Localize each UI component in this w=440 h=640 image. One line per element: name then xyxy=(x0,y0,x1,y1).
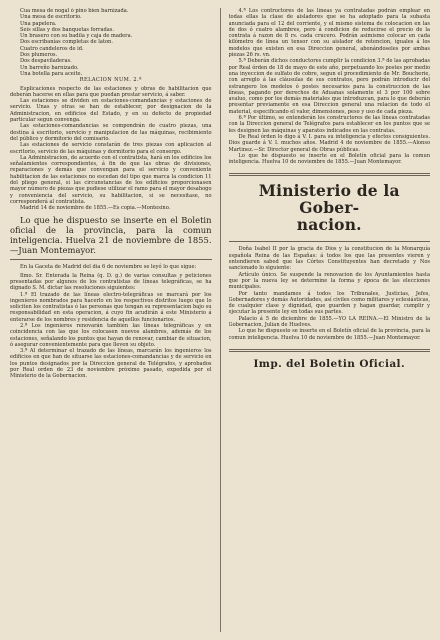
right-column xyxy=(229,8,431,632)
relacion-paragraph: Las estaciones se dividen en estaciones-comandancias y estaciones de servicio. Unas y otras se han de establecer, por designacion de la Administracion, en edificios del Estado, y en su defecto de propiedad particular segun convenga. xyxy=(10,98,212,124)
footer-double-rule xyxy=(229,349,431,352)
lead-notice: Lo que he dispuesto se inserte en el Boletin oficial de la provincia, para la comun inteligencia. Huelva 21 de noviembre de 1855.—Juan Montemayor. xyxy=(10,214,212,256)
list-item: Dos despaviladeras. xyxy=(20,58,72,65)
section-rule xyxy=(10,259,212,260)
notice-paragraph: Lo que he dispuesto se inserte en el Boletín oficial de la provincia, para la comun inteligencia. Huelva 10 de noviembre de 1855.—Juan Montemayor. xyxy=(228,328,431,341)
section-rule xyxy=(229,241,431,242)
ministerio-heading-line: nacion. xyxy=(296,215,362,235)
printer-imprint: Imp. del Boletin Oficial. xyxy=(253,357,405,370)
list-item: Dos escribanías completas de laton. xyxy=(20,39,113,46)
decree-paragraph: Por tanto mandamos á todos los Tribunales, Justicias, Jefes, Gobernadores y demás Autoridades, así civiles como militares y eclesiásticas, de cualquier clase y dignidad, que guarden y hagan guardar, cumplir y ejecutar la presente ley en todas sus partes. xyxy=(228,290,431,316)
relacion-paragraph: Las estaciones-comandancias se compondrán de cuatro piezas, una destina á escritorio, servicio y manipulacion de las máquinas, recibimiento del público y dormitorio del comisario. xyxy=(10,123,212,142)
list-item: Un brasero con su badila y caja de madera. xyxy=(20,33,133,40)
ministerio-heading xyxy=(229,182,431,233)
relacion-paragraph: La Administracion, de acuerdo con el contratista, hará en los edificios los señalamientos correspondientes, á fin de que las obras de divisiones, reparaciones y demás que convengan para el servicio y conveniente habilitacion de las estaciones no escedan del tipo que marca la condicion 11 del pliego general, si las circunstancias de los edificios proporcionasen mayor número de piezas que pudiese utilizar el ramo para el mayor desahogo y conveniencia del servicio, su habilitacion, si se necesitase, no corresponderá al contratista. xyxy=(10,154,212,205)
orden-paragraph: Ilmo. Sr. Enterada la Reina (q. D. g.) de varias consultas y peticiones presentadas por algunos de los contratistas de líneas telegráficas, se ha dignado S. M. dictar las resoluciones siguientes: xyxy=(10,272,212,292)
relacion-title: RELACION NUM. 2.ª xyxy=(79,77,142,84)
list-item: Cua mesa de nogal ó pino bien barnizada. xyxy=(20,8,129,14)
list-item: Dos plumeros. xyxy=(20,52,58,59)
notice-paragraph: Lo que he dispuesto se inserte en el Boletín oficial para la comun inteligencia. Huelva 10 de noviembre de 1855.—Juan Montemayor. xyxy=(228,152,431,166)
two-column-layout xyxy=(10,8,430,632)
decree-paragraph: Doña Isabel II por la gracia de Dios y la constitucion de la Monarquía española Reina de las Españas: á todos los que las presentes vieren y entendieren sabed que las Córtes Constituyentes han decretado y Nos sancionado lo siguiente: xyxy=(228,246,431,272)
list-item: Una botella para aceite. xyxy=(20,70,83,77)
orden-paragraph: 4.ª Los contructores de las líneas ya contratadas podrán emplear en todas ellas la clase de aisladores que se ha adoptado para la subasta anunciada para el 12 del corriente, y el mismo sistema de colocacion en las de dos ó cuatro alambres, pero á condicion de reducirse el precio de la contrata á razon de 8 rs. cada crucero. Podrán asimismo colocar en cada kilómetro de línea un tensor con su aislador de retencion, iguales á los modelos que existen en esa Direccion general, abonándoseles por ambas piezas 26 rs. vn. xyxy=(228,8,431,59)
list-item: Un barreño barnizado. xyxy=(20,64,79,71)
relacion-paragraph: Esplicaciones respecto de las estaciones y obras de habilitacion que deberán hacerse en ellas para que puedan prestar servicio, á saber. xyxy=(10,85,212,98)
orden-signature: De Real órden lo digo á V. I. para su inteligencia y efectos consiguientes. Dios guarde á V. I. muchos años. Madrid 4 de noviembre de 1855.—Alonso Martinez.—Sr. Director general de Obras públicas. xyxy=(228,133,431,153)
left-column xyxy=(10,8,212,632)
orden-paragraph: 3.ª Al determinar el trazado de las líneas, marcarán los ingenieros los edificios en que han de situarse las estaciones-comandancias y de servicio en los puntos designados por la Direccion general de Telégrafos, y aprobados por Real orden de 23 de noviembre próximo pasado, expedida por el Ministerio de la Gobernacion. xyxy=(10,348,212,380)
section-double-rule xyxy=(229,173,431,176)
furniture-list xyxy=(10,8,212,77)
relacion-paragraph: Las estaciones de servicio constarán de tres piezas con aplicacion al escritorio, servicio de las máquinas y dormitorio para el consergo. xyxy=(10,142,212,155)
list-item: Una papelera. xyxy=(20,20,57,27)
orden-paragraph: 2.ª Los ingenieros renovarán también las líneas telegráficas y en coincidencia con las que los colocasen nuevos alambres, además de los estaciones, señalando los puntos que hayan de renovar, cambiar de situacion, ó asegurar convenientemente para que lleven su objeto. xyxy=(10,322,212,348)
orden-paragraph: 6.ª Por último, se entenderán los constructores de las líneas contratadas con la Direccion general de Telégrafos para establecer en los puntos que se les designen las máquinas y aparatos indicados en las contratas. xyxy=(228,115,431,134)
list-item: Una mesa de escritorio. xyxy=(20,14,82,21)
column-divider xyxy=(220,8,221,632)
relacion-signature: Madrid 14 de noviembre de 1855.—Es copia.—Montesino. xyxy=(20,205,171,212)
gaceta-intro: En la Gaceta de Madrid del dia 6 de noviembre se leyó lo que sigue: xyxy=(20,264,197,271)
decree-paragraph: Artículo único. Se suspende la renovacion de los Ayuntamientos hasta que por la nueva ley se determine la forma y época de las elecciones municipales. xyxy=(228,271,431,291)
orden-paragraph: 5.ª Deberán dichos conductores cumplir la condicion 3.ª de las aprobadas por Real órden de 18 de mayo de este año, perpetuando los postes por medio una inyeccion de sulfato de cobre, segun el procedimiento de Mr. Boucherie, con arreglo á las cláusulas de sus contratos, pero podrán introducir del estrangero los modelos ó postes necesarios para la construccion de las líneas, pagando por derechos de Aduanas solamente el 3 por 100 sobre avaluo, como por los demás materiales que introduzcan, para lo que deberán presentar previamente en esa Direccion general una relacion de todo el material, especificando el valor, dimensiones, peso y uso de cada pieza. xyxy=(228,58,431,115)
list-item: Cuatro candeleros de id. xyxy=(20,45,84,52)
orden-paragraph: 1.ª El trazado de las líneas electro-telegráficas se marcará por los ingenieros nombrados para hacerlo en los respectivos distritos luego que lo soliciten los contratistas ó las personas que tengan su representacion bajo su responsabilidad en esta operacion, á cuyo fin acudirán á este Ministerio á enterarse de los nombres y residencia de aquellos funcionarios. xyxy=(10,291,212,323)
list-item: Seis sillas y dos banquetas forradas. xyxy=(20,26,115,33)
ministerio-heading-line: Ministerio de la Gober- xyxy=(258,181,400,218)
decree-signature: Palacio á 5 de diciembre de 1855.—YO LA REINA.—El Ministro de la Gobernacion, Julian de Huelves. xyxy=(228,315,431,328)
